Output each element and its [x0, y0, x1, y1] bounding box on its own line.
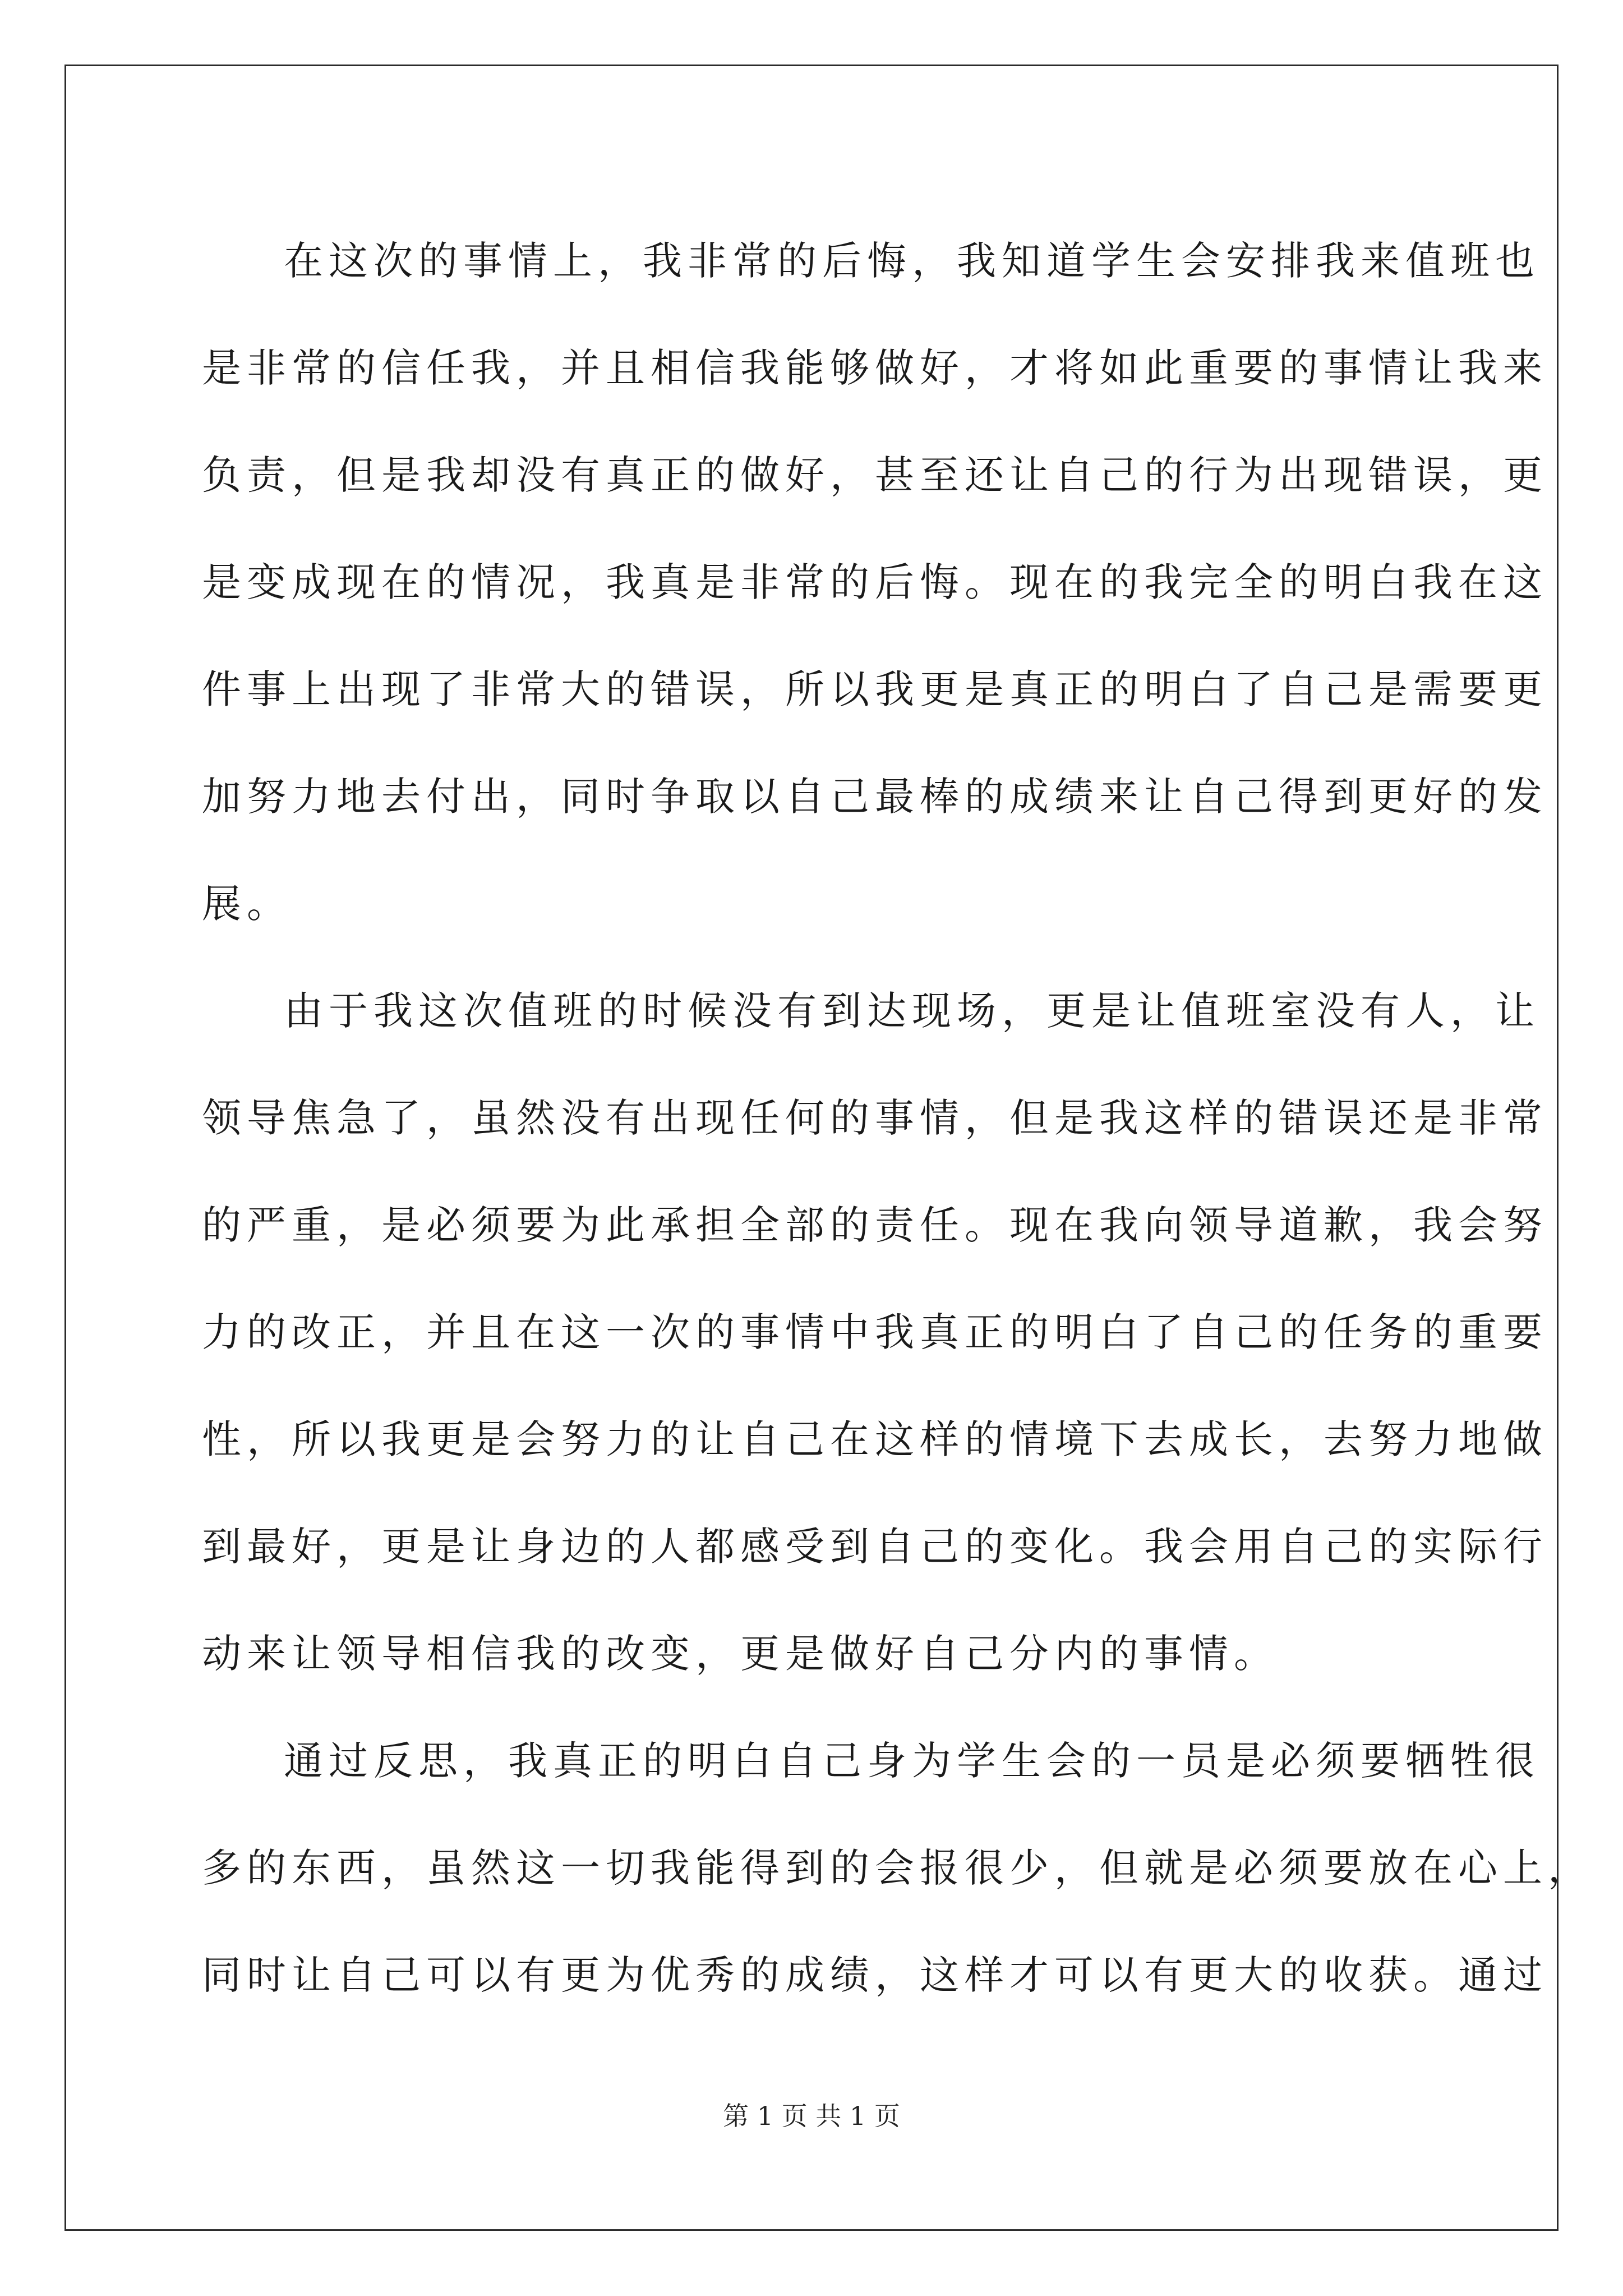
page-footer: 第 1 页 共 1 页 — [723, 2101, 900, 2131]
text-line: 性，所以我更是会努力的让自己在这样的情境下去成长，去努力地做 — [202, 1416, 1548, 1462]
text-line: 领导焦急了，虽然没有出现任何的事情，但是我这样的错误还是非常 — [202, 1095, 1548, 1141]
text-line: 在这次的事情上，我非常的后悔，我知道学生会安排我来值班也 — [284, 238, 1540, 284]
document-body — [202, 208, 1593, 2029]
text-line: 到最好，更是让身边的人都感受到自己的变化。我会用自己的实际行 — [202, 1524, 1548, 1570]
text-line: 是变成现在的情况，我真是非常的后悔。现在的我完全的明白我在这 — [202, 559, 1548, 605]
text-line: 展。 — [202, 881, 292, 927]
text-line: 力的改正，并且在这一次的事情中我真正的明白了自己的任务的重要 — [202, 1309, 1548, 1355]
text-line: 通过反思，我真正的明白自己身为学生会的一员是必须要牺牲很 — [284, 1738, 1540, 1784]
text-line: 负责，但是我却没有真正的做好，甚至还让自己的行为出现错误，更 — [202, 452, 1548, 498]
text-line: 动来让领导相信我的改变，更是做好自己分内的事情。 — [202, 1631, 1279, 1677]
text-line: 件事上出现了非常大的错误，所以我更是真正的明白了自己是需要更 — [202, 666, 1548, 712]
text-line: 是非常的信任我，并且相信我能够做好，才将如此重要的事情让我来 — [202, 345, 1548, 391]
text-line: 由于我这次值班的时候没有到达现场，更是让值班室没有人，让 — [284, 988, 1540, 1034]
text-line: 加努力地去付出，同时争取以自己最棒的成绩来让自己得到更好的发 — [202, 774, 1548, 820]
text-line: 的严重，是必须要为此承担全部的责任。现在我向领导道歉，我会努 — [202, 1202, 1548, 1248]
text-line: 多的东西，虽然这一切我能得到的会报很少，但就是必须要放在心上， — [202, 1845, 1593, 1891]
text-line: 同时让自己可以有更为优秀的成绩，这样才可以有更大的收获。通过 — [202, 1952, 1548, 1998]
